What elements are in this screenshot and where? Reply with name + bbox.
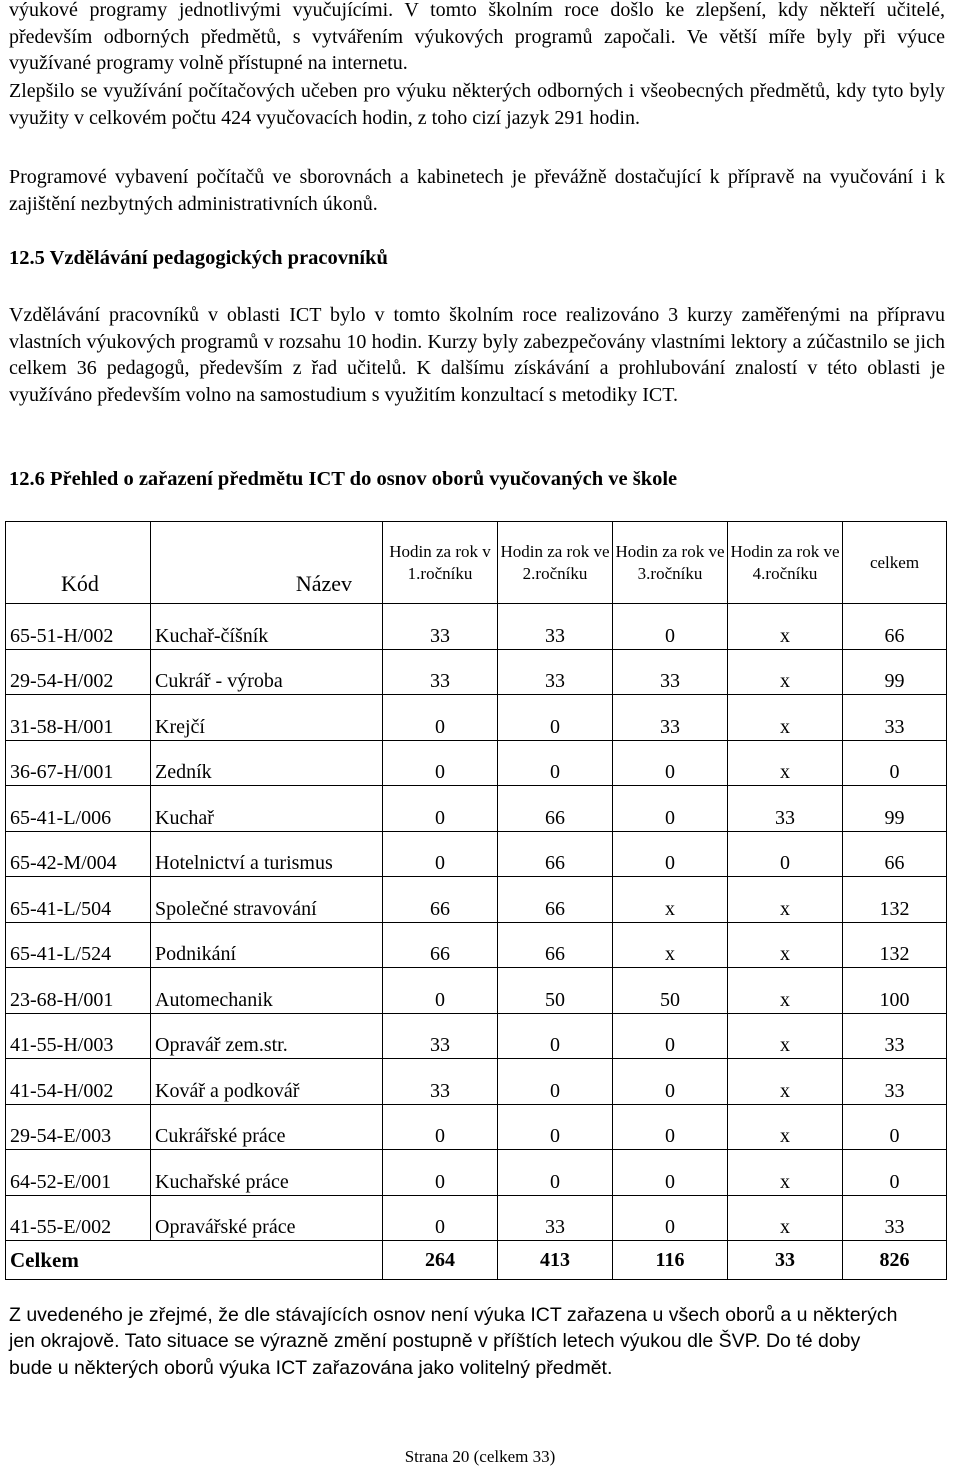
cell-name: Cukrářské práce	[151, 1104, 383, 1150]
cell-year-1: 0	[383, 1150, 498, 1196]
cell-year-3: 0	[613, 1104, 728, 1150]
cell-year-1: 0	[383, 740, 498, 786]
cell-year-4: 33	[728, 786, 843, 832]
cell-year-2: 0	[498, 740, 613, 786]
cell-year-4: x	[728, 1013, 843, 1059]
cell-name: Kuchař	[151, 786, 383, 832]
cell-name: Zedník	[151, 740, 383, 786]
cell-year-2: 66	[498, 922, 613, 968]
cell-year-2: 0	[498, 1150, 613, 1196]
cell-year-3: 0	[613, 1013, 728, 1059]
cell-year-3: x	[613, 922, 728, 968]
cell-code: 65-51-H/002	[6, 604, 151, 650]
cell-year-3: 0	[613, 740, 728, 786]
cell-year-2: 0	[498, 1013, 613, 1059]
header-year-3: Hodin za rok ve 3.ročníku	[613, 522, 728, 604]
cell-total: 0	[843, 740, 947, 786]
header-name: Název	[151, 522, 383, 604]
header-total: celkem	[843, 522, 947, 604]
cell-name: Automechanik	[151, 968, 383, 1014]
cell-code: 29-54-E/003	[6, 1104, 151, 1150]
cell-year-4: x	[728, 1195, 843, 1241]
header-code: Kód	[6, 522, 151, 604]
cell-year-4: x	[728, 649, 843, 695]
cell-year-4: x	[728, 604, 843, 650]
table-row	[6, 786, 947, 832]
cell-total: 100	[843, 968, 947, 1014]
table-row	[6, 922, 947, 968]
cell-code: 41-55-E/002	[6, 1195, 151, 1241]
cell-total: 99	[843, 786, 947, 832]
cell-year-1: 0	[383, 786, 498, 832]
header-year-1: Hodin za rok v 1.ročníku	[383, 522, 498, 604]
totals-year-4: 33	[728, 1241, 843, 1280]
table-row	[6, 1013, 947, 1059]
cell-code: 41-54-H/002	[6, 1059, 151, 1105]
cell-year-1: 0	[383, 695, 498, 741]
cell-year-3: 50	[613, 968, 728, 1014]
cell-name: Cukrář - výroba	[151, 649, 383, 695]
cell-year-2: 0	[498, 1104, 613, 1150]
cell-name: Opravářské práce	[151, 1195, 383, 1241]
section-heading-12-6: 12.6 Přehled o zařazení předmětu ICT do osnov oborů vyučovaných ve škole	[9, 468, 678, 490]
cell-year-1: 0	[383, 968, 498, 1014]
cell-name: Kuchař-číšník	[151, 604, 383, 650]
cell-year-2: 0	[498, 695, 613, 741]
cell-year-2: 0	[498, 1059, 613, 1105]
paragraph-programs: výukové programy jednotlivými vyučujícími. V tomto školním roce došlo ke zlepšení, kdy někteří učitelé, především odborných předmětů, s vytvářením výukových programů započali. Ve větší míře byly při výuce využívané programy volně přístupné na internetu.	[9, 0, 945, 75]
totals-overall: 826	[843, 1241, 947, 1280]
cell-year-3: 0	[613, 831, 728, 877]
cell-year-3: x	[613, 877, 728, 923]
cell-total: 66	[843, 831, 947, 877]
cell-year-2: 33	[498, 1195, 613, 1241]
paragraph-computer-rooms: Zlepšilo se využívání počítačových učeben pro výuku některých odborných i všeobecných předmětů, kdy tyto byly využity v celkovém počtu 424 vyučovacích hodin, z toho cizí jazyk 291 hodin.	[9, 80, 945, 129]
cell-total: 33	[843, 695, 947, 741]
cell-name: Krejčí	[151, 695, 383, 741]
cell-year-4: x	[728, 1104, 843, 1150]
table-totals-row	[6, 1241, 947, 1280]
cell-code: 29-54-H/002	[6, 649, 151, 695]
cell-year-4: x	[728, 968, 843, 1014]
paragraph-software: Programové vybavení počítačů ve sborovnách a kabinetech je převážně dostačující k přípravě na vyučování i k zajištění nezbytných administrativních úkonů.	[9, 166, 945, 215]
cell-name: Hotelnictví a turismus	[151, 831, 383, 877]
cell-year-4: x	[728, 877, 843, 923]
cell-year-2: 33	[498, 604, 613, 650]
cell-total: 132	[843, 877, 947, 923]
cell-year-4: 0	[728, 831, 843, 877]
page-number: Strana 20 (celkem 33)	[404, 1447, 556, 1466]
cell-total: 33	[843, 1059, 947, 1105]
cell-year-1: 0	[383, 1104, 498, 1150]
cell-code: 36-67-H/001	[6, 740, 151, 786]
cell-name: Kovář a podkovář	[151, 1059, 383, 1105]
cell-year-2: 66	[498, 786, 613, 832]
cell-year-1: 33	[383, 1059, 498, 1105]
cell-total: 132	[843, 922, 947, 968]
table-row	[6, 604, 947, 650]
cell-code: 31-58-H/001	[6, 695, 151, 741]
cell-total: 99	[843, 649, 947, 695]
cell-year-1: 33	[383, 1013, 498, 1059]
cell-code: 23-68-H/001	[6, 968, 151, 1014]
table-row	[6, 695, 947, 741]
cell-code: 65-41-L/006	[6, 786, 151, 832]
section-heading-12-5: 12.5 Vzdělávání pedagogických pracovníků	[9, 247, 388, 269]
cell-year-2: 50	[498, 968, 613, 1014]
cell-year-1: 33	[383, 649, 498, 695]
cell-year-3: 33	[613, 649, 728, 695]
ict-curriculum-table	[5, 521, 947, 1280]
cell-year-4: x	[728, 740, 843, 786]
table-row	[6, 1104, 947, 1150]
cell-year-4: x	[728, 1059, 843, 1105]
cell-name: Společné stravování	[151, 877, 383, 923]
cell-year-1: 66	[383, 877, 498, 923]
cell-year-4: x	[728, 695, 843, 741]
cell-code: 41-55-H/003	[6, 1013, 151, 1059]
cell-year-3: 0	[613, 1150, 728, 1196]
cell-year-1: 33	[383, 604, 498, 650]
header-year-4: Hodin za rok ve 4.ročníku	[728, 522, 843, 604]
table-row	[6, 831, 947, 877]
cell-year-3: 0	[613, 1195, 728, 1241]
cell-year-3: 33	[613, 695, 728, 741]
table-header-row	[6, 522, 947, 604]
totals-year-2: 413	[498, 1241, 613, 1280]
closing-paragraph: Z uvedeného je zřejmé, že dle stávajících osnov není výuka ICT zařazena u všech oborů a u některých jen okrajově. Tato situace se výrazně změní postupně v příštích letech výukou dle ŠVP. Do té doby bude u některých oborů výuka ICT zařazována jako volitelný předmět.	[9, 1304, 898, 1379]
header-year-2: Hodin za rok ve 2.ročníku	[498, 522, 613, 604]
cell-year-4: x	[728, 1150, 843, 1196]
totals-year-1: 264	[383, 1241, 498, 1280]
cell-year-4: x	[728, 922, 843, 968]
cell-total: 0	[843, 1104, 947, 1150]
totals-year-3: 116	[613, 1241, 728, 1280]
cell-code: 64-52-E/001	[6, 1150, 151, 1196]
cell-name: Podnikání	[151, 922, 383, 968]
cell-total: 33	[843, 1013, 947, 1059]
cell-code: 65-41-L/504	[6, 877, 151, 923]
table-row	[6, 1150, 947, 1196]
cell-year-1: 0	[383, 831, 498, 877]
table-row	[6, 740, 947, 786]
table-row	[6, 1195, 947, 1241]
cell-year-2: 66	[498, 831, 613, 877]
cell-year-3: 0	[613, 604, 728, 650]
paragraph-staff-education: Vzdělávání pracovníků v oblasti ICT bylo v tomto školním roce realizováno 3 kurzy zaměřenými na přípravu vlastních výukových programů v rozsahu 10 hodin. Kurzy byly zabezpečovány vlastními lektory a zúčastnilo se jich celkem 36 pedagogů, především z řad učitelů. K dalšímu získávání a prohlubování znalostí v této oblasti je využíváno především volno na samostudium s využitím konzultací s metodiky ICT.	[9, 304, 945, 407]
table-row	[6, 968, 947, 1014]
cell-code: 65-41-L/524	[6, 922, 151, 968]
cell-code: 65-42-M/004	[6, 831, 151, 877]
cell-total: 33	[843, 1195, 947, 1241]
table-row	[6, 1059, 947, 1105]
cell-year-1: 66	[383, 922, 498, 968]
table-body	[6, 604, 947, 1241]
cell-year-1: 0	[383, 1195, 498, 1241]
cell-year-2: 66	[498, 877, 613, 923]
table-row	[6, 877, 947, 923]
table-row	[6, 649, 947, 695]
cell-name: Kuchařské práce	[151, 1150, 383, 1196]
cell-year-2: 33	[498, 649, 613, 695]
cell-total: 66	[843, 604, 947, 650]
cell-year-3: 0	[613, 1059, 728, 1105]
cell-year-3: 0	[613, 786, 728, 832]
cell-total: 0	[843, 1150, 947, 1196]
cell-name: Opravář zem.str.	[151, 1013, 383, 1059]
totals-label: Celkem	[6, 1241, 383, 1280]
